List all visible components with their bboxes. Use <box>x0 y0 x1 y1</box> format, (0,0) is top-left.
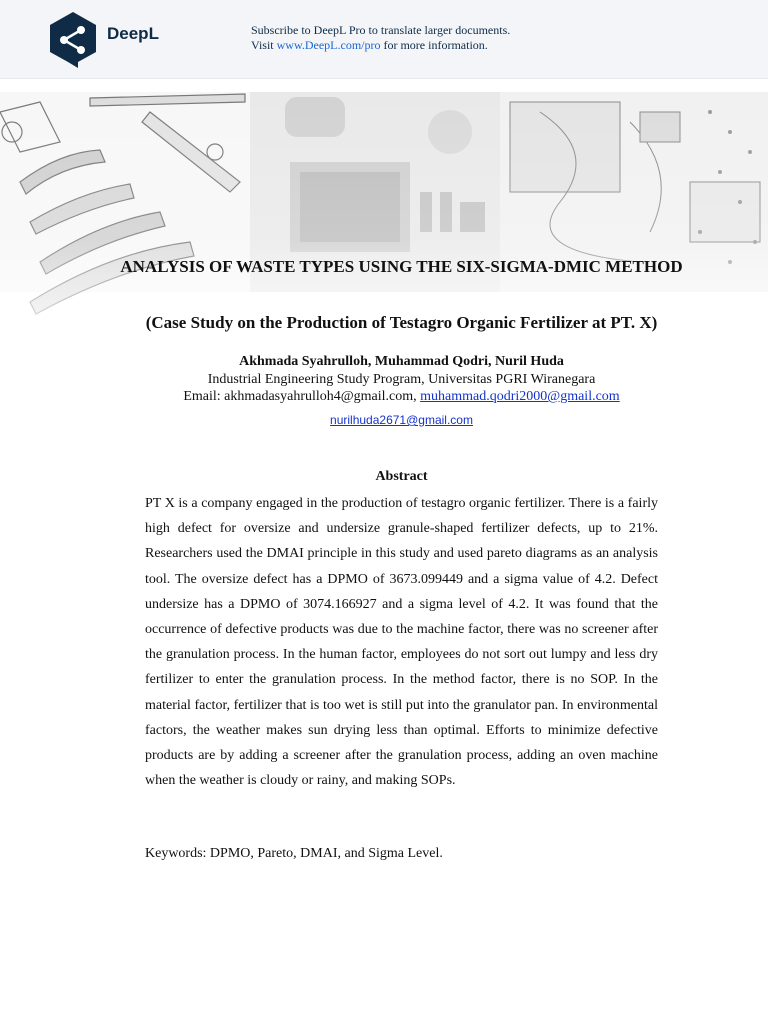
email-line-2 <box>100 412 703 428</box>
promo-line-1: Subscribe to DeepL Pro to translate larger documents. <box>251 23 511 37</box>
email-link-qodri[interactable]: muhammad.qodri2000@gmail.com <box>420 389 620 404</box>
deepl-pro-link[interactable]: www.DeepL.com/pro <box>276 38 381 52</box>
paper-authors: Akhmada Syahrulloh, Muhammad Qodri, Nuril Huda <box>239 354 564 369</box>
promo-suffix: for more information. <box>380 38 488 52</box>
keywords: Keywords: DPMO, Pareto, DMAI, and Sigma Level. <box>145 846 443 861</box>
deepl-brand-name[interactable]: DeepL <box>107 24 159 43</box>
email-line <box>100 388 703 405</box>
paper-affiliation: Industrial Engineering Study Program, Universitas PGRI Wiranegara <box>207 372 596 387</box>
abstract-heading: Abstract <box>375 469 428 484</box>
paper-title: ANALYSIS OF WASTE TYPES USING THE SIX-SIGMA-DMIC METHOD <box>120 257 683 276</box>
paper-subtitle: (Case Study on the Production of Testagro Organic Fertilizer at PT. X) <box>145 313 658 332</box>
email-prefix: Email: akhmadasyahrulloh4@gmail.com, <box>183 389 421 404</box>
promo-prefix: Visit <box>251 38 277 52</box>
promo-line-2 <box>251 38 510 53</box>
deepl-logo-icon[interactable] <box>46 10 100 70</box>
email-link-huda[interactable]: nurilhuda2671@gmail.com <box>330 413 473 427</box>
deepl-banner <box>0 0 768 79</box>
promo-text <box>251 23 510 53</box>
abstract-body: PT X is a company engaged in the production of testagro organic fertilizer. There is a fairly high defect for oversize and undersize granule-shaped fertilizer defects, up to 21%. Researchers used the DMAI principle in this study and used pareto diagrams as an analysis tool. The oversize defect has a DPMO of 3673.099449 and a sigma value of 4.2. Defect undersize has a DPMO of 3074.166927 and a sigma level of 4.2. It was found that the occurrence of defective products was due to the machine factor, there was no screener after the granulation process. In the human factor, employees do not sort out lumpy and less dry fertilizer to enter the granulation process. In the method factor, there is no SOP. In the material factor, fertilizer that is too wet is still put into the granulator pan. In environmental factors, the weather makes sun drying less than optimal. Efforts to minimize defective products are by adding a screener after the granulation process, adding an oven machine when the weather is cloudy or rainy, and making SOPs. <box>145 496 658 789</box>
